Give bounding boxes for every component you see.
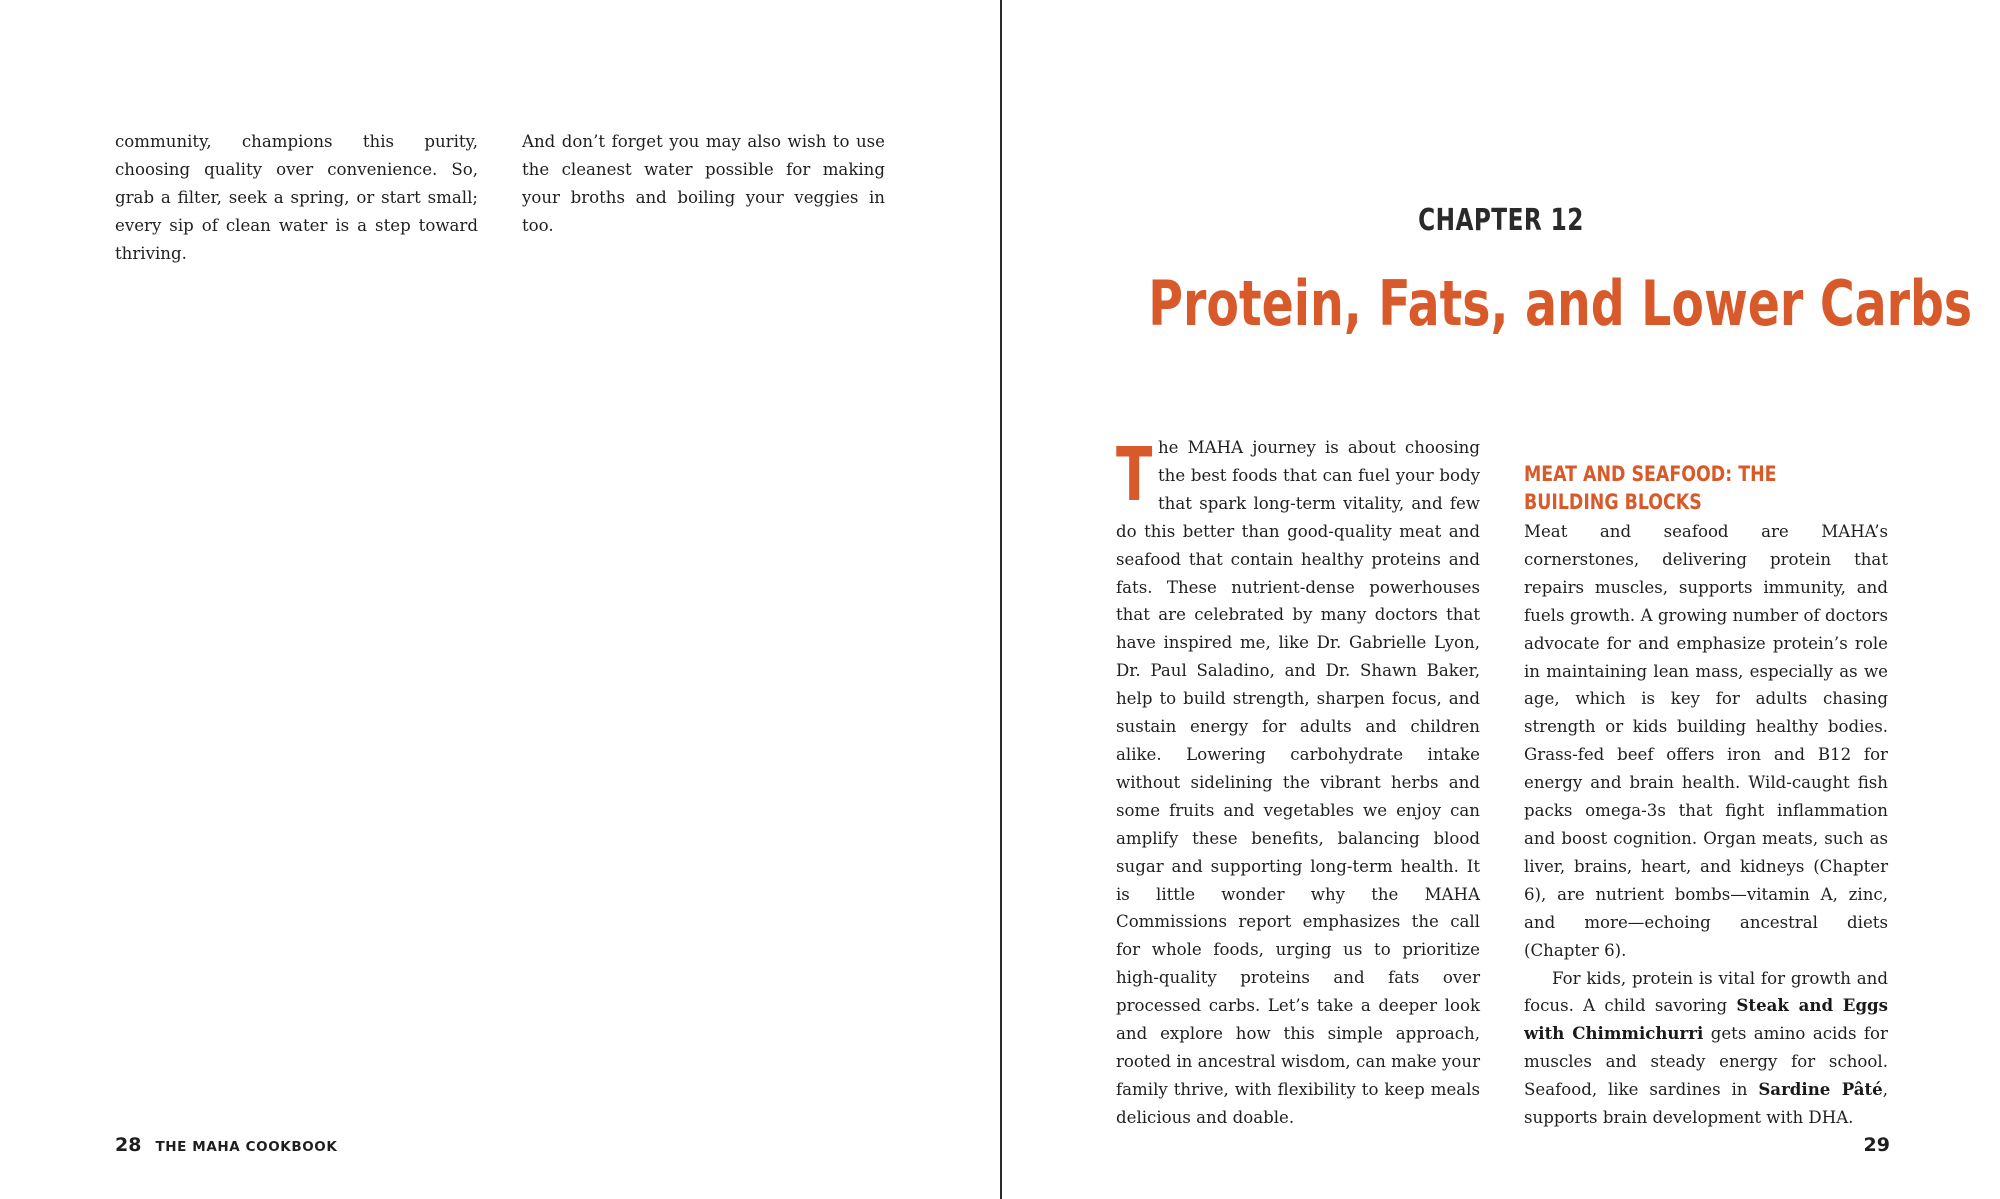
- left-folio: [115, 1134, 337, 1156]
- intro-text: he MAHA journey is about choosing the best foods that can fuel your body that spark long-term vitality, and few do this better than good-quality meat and seafood that contain healthy proteins and fats. These nutrient-dense powerhouses that are celebrated by many doctors that have inspired me, like Dr. Gabrielle Lyon, Dr. Paul Saladino, and Dr. Shawn Baker, help to build strength, sharpen focus, and sustain energy for adults and children alike. Lowering carbohydrate intake without sidelining the vibrant herbs and some fruits and vegetables we enjoy can amplify these benefits, balancing blood sugar and supporting long-term health. It is little wonder why the MAHA Commissions report emphasizes the call for whole foods, urging us to prioritize high-quality proteins and fats over processed carbs. Let’s take a deeper look and explore how this simple approach, rooted in ancestral wisdom, can make your family thrive, with flexibility to keep meals delicious and doable.: [1116, 438, 1480, 1127]
- section-heading: MEAT AND SEAFOOD: THE BUILDING BLOCKS: [1524, 462, 1777, 514]
- left-page-number: 28: [115, 1134, 142, 1156]
- left-column-2: [522, 128, 885, 240]
- para2-text-1: For kids, protein is vital for growth and focus. A child savoring: [1524, 968, 1888, 1016]
- recipe-name-steak: Steak and Eggs with Chimmichurri: [1524, 995, 1888, 1044]
- left-paragraph-2: And don’t forget you may also wish to use the cleanest water possible for making your broths and boiling your veggies in too.: [522, 132, 885, 235]
- para2-text-2: gets amino acids for muscles and steady energy for school. Seafood, like sardines in: [1524, 1024, 1888, 1100]
- para2-text-3: , supports brain development with DHA.: [1524, 1080, 1888, 1128]
- chapter-title: Protein, Fats, and Lower Carbs: [1148, 267, 1973, 340]
- left-column-1: [115, 128, 478, 268]
- recipe-name-sardine: Sardine Pâté: [1758, 1079, 1883, 1100]
- intro-column: [1116, 434, 1480, 1132]
- intro-paragraph: [1116, 434, 1480, 1132]
- right-page-number: 29: [1863, 1134, 1890, 1156]
- left-paragraph-1: community, champions this purity, choosing quality over convenience. So, grab a filter, seek a spring, or start small; every sip of clean water is a step toward thriving.: [115, 132, 478, 263]
- page-gutter: [1000, 0, 1002, 1199]
- section-paragraph-2: [1524, 965, 1888, 1132]
- running-title: THE MAHA COOKBOOK: [155, 1139, 338, 1155]
- chapter-label: CHAPTER 12: [1418, 203, 1584, 238]
- drop-cap: T: [1116, 432, 1153, 518]
- section-paragraph-1: Meat and seafood are MAHA’s cornerstones, delivering protein that repairs muscles, supports immunity, and fuels growth. A growing number of doctors advocate for and emphasize protein’s role in maintaining lean mass, especially as we age, which is key for adults chasing strength or kids building healthy bodies. Grass-fed beef offers iron and B12 for energy and brain health. Wild-caught fish packs omega-3s that fight inflammation and boost cognition. Organ meats, such as liver, brains, heart, and kidneys (Chapter 6), are nutrient bombs—vitamin A, zinc, and more—echoing ancestral diets (Chapter 6).: [1524, 522, 1888, 960]
- section-column: [1524, 518, 1888, 1132]
